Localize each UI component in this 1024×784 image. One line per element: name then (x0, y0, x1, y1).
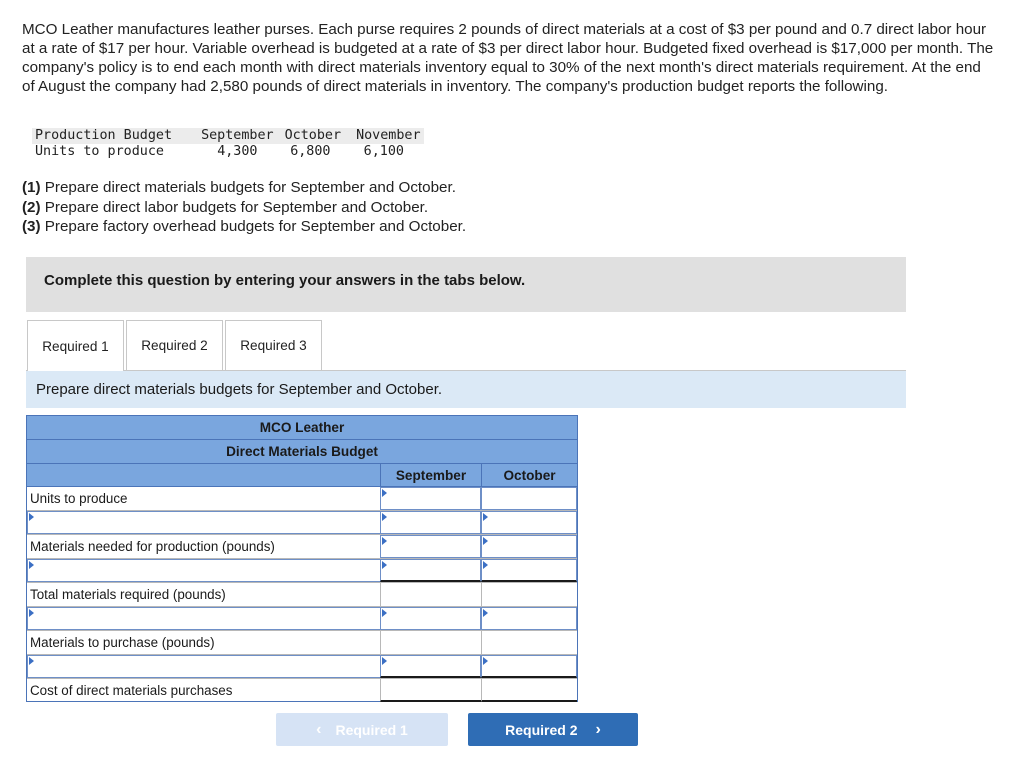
budget-company-row (27, 416, 577, 440)
tab-prompt (26, 371, 906, 408)
question-number: (2) (22, 198, 41, 216)
row-label-input[interactable] (27, 511, 381, 534)
column-header-october: October (481, 464, 577, 487)
units-to-produce-september-input[interactable] (380, 487, 481, 510)
input-flag-icon (382, 609, 387, 617)
input-flag-icon (483, 537, 488, 545)
question-item (22, 198, 466, 218)
input-flag-icon (382, 561, 387, 569)
previous-required-button[interactable] (276, 713, 448, 746)
input-flag-icon (382, 489, 387, 497)
input-flag-icon (382, 513, 387, 521)
budget-column-header-row (27, 464, 577, 487)
row-label: Total materials required (pounds) (30, 587, 226, 602)
input-flag-icon (483, 609, 488, 617)
previous-button-label: Required 1 (335, 721, 408, 738)
budget-row-blank-3 (27, 607, 577, 631)
question-text: Prepare direct labor budgets for September and October. (44, 198, 429, 216)
dropdown-flag-icon (29, 513, 34, 521)
chevron-right-icon: › (595, 720, 601, 738)
materials-to-purchase-september (380, 631, 481, 654)
question-text: Prepare factory overhead budgets for September and October. (44, 218, 467, 235)
input-flag-icon (483, 561, 488, 569)
blank-4-october-input[interactable] (481, 655, 577, 678)
blank-3-september-input[interactable] (380, 607, 481, 630)
total-materials-september (380, 583, 481, 606)
row-label-input[interactable] (27, 607, 381, 630)
next-required-button[interactable] (468, 713, 638, 746)
production-budget-row-label: Units to produce (35, 144, 164, 159)
budget-row-materials-needed (27, 535, 577, 559)
budget-row-materials-to-purchase (27, 631, 577, 655)
materials-needed-september-input[interactable] (380, 535, 481, 558)
blank-1-october-input[interactable] (481, 511, 577, 534)
blank-2-october-input[interactable] (481, 559, 577, 582)
tab-prompt-text: Prepare direct materials budgets for September and October. (36, 381, 443, 398)
next-button-label: Required 2 (505, 721, 578, 738)
total-materials-october (481, 583, 577, 606)
materials-to-purchase-october (481, 631, 577, 654)
budget-company-name: MCO Leather (259, 420, 345, 435)
budget-row-blank-1 (27, 511, 577, 535)
budget-row-units-to-produce (27, 487, 577, 511)
units-november: 6,100 (363, 144, 404, 159)
budget-row-total-materials (27, 583, 577, 607)
tab-required-1[interactable]: Required 1 (27, 320, 124, 372)
blank-4-september-input[interactable] (380, 655, 481, 678)
row-label-input[interactable] (27, 559, 381, 582)
tab-required-2[interactable]: Required 2 (126, 320, 223, 371)
budget-row-cost-of-purchases (27, 679, 577, 703)
input-flag-icon (483, 657, 488, 665)
input-flag-icon (483, 513, 488, 521)
production-budget-title: Production Budget (32, 128, 198, 144)
blank-3-october-input[interactable] (481, 607, 577, 630)
dropdown-flag-icon (29, 657, 34, 665)
row-label: Units to produce (30, 491, 128, 506)
units-to-produce-october-input[interactable] (481, 487, 577, 510)
budget-row-blank-2 (27, 559, 577, 583)
tab-required-3[interactable]: Required 3 (225, 320, 322, 371)
input-flag-icon (382, 537, 387, 545)
question-number: (3) (22, 218, 41, 235)
direct-materials-budget (26, 415, 578, 702)
column-header-september: September (380, 464, 481, 487)
instruction-banner (26, 257, 906, 312)
production-budget-table (32, 128, 424, 160)
production-budget-units-row (32, 144, 424, 160)
dropdown-flag-icon (29, 609, 34, 617)
production-budget-col-september: September (198, 128, 277, 144)
materials-needed-october-input[interactable] (481, 535, 577, 558)
production-budget-header-row (32, 128, 424, 144)
instruction-text: Complete this question by entering your answers in the tabs below. (44, 272, 526, 289)
input-flag-icon (382, 657, 387, 665)
question-text: Prepare direct materials budgets for September and October. (44, 179, 456, 196)
chevron-left-icon: ‹ (316, 720, 322, 738)
row-label-input[interactable] (27, 655, 381, 678)
budget-row-blank-4 (27, 655, 577, 679)
budget-title: Direct Materials Budget (226, 444, 378, 459)
question-list (22, 178, 466, 237)
cost-of-purchases-september (380, 679, 481, 702)
blank-2-september-input[interactable] (380, 559, 481, 582)
dropdown-flag-icon (29, 561, 34, 569)
question-item (22, 178, 466, 198)
production-budget-col-november: November (344, 128, 424, 144)
production-budget-col-october: October (277, 128, 344, 144)
blank-1-september-input[interactable] (380, 511, 481, 534)
problem-statement: MCO Leather manufactures leather purses. Each purse requires 2 pounds of direct materials at a cost of $3 per pound and 0.7 direct labor hour at a rate of $17 per hour. Variable overhead is budgeted at a rate of $3 per direct labor hour. Budgeted fixed overhead is $17,000 per month. The company's policy is to end each month with direct materials inventory equal to 30% of the next month's direct materials requirement. At the end of August the company had 2,580 pounds of direct materials in inventory. The company's production budget reports the following. (22, 21, 994, 95)
units-october: 6,800 (290, 144, 331, 159)
question-number: (1) (22, 179, 41, 196)
budget-title-row (27, 440, 577, 464)
row-label: Materials needed for production (pounds) (30, 539, 275, 554)
cost-of-purchases-october (481, 679, 577, 702)
units-september: 4,300 (217, 144, 258, 159)
row-label: Cost of direct materials purchases (30, 683, 233, 698)
question-item (22, 217, 466, 237)
row-label: Materials to purchase (pounds) (30, 635, 215, 650)
